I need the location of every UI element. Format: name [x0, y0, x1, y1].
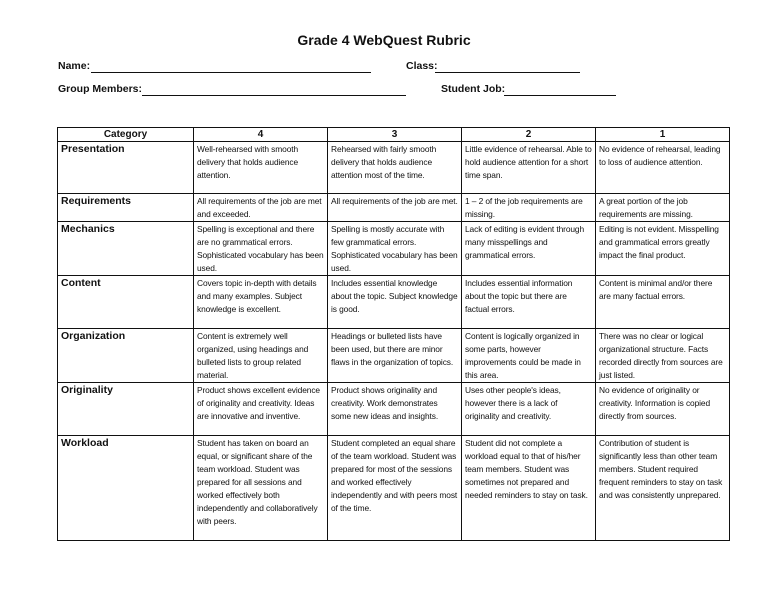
- descriptor-cell: No evidence of rehearsal, leading to loss of audience attention.: [596, 142, 730, 194]
- descriptor-cell: A great portion of the job requirements are missing.: [596, 194, 730, 222]
- descriptor-cell: Content is extremely well organized, using headings and bulleted lists to group related material.: [194, 329, 328, 383]
- descriptor-cell: 1 – 2 of the job requirements are missing.: [462, 194, 596, 222]
- class-line[interactable]: [435, 72, 580, 73]
- descriptor-cell: No evidence of originality or creativity. Information is copied directly from sources.: [596, 383, 730, 436]
- table-row: [58, 142, 730, 194]
- category-cell: Presentation: [58, 142, 194, 194]
- descriptor-cell: Product shows originality and creativity. Work demonstrates some new ideas and insights.: [328, 383, 462, 436]
- descriptor-cell: Product shows excellent evidence of originality and creativity. Ideas are innovative and inventive.: [194, 383, 328, 436]
- category-cell: Mechanics: [58, 222, 194, 276]
- descriptor-cell: Spelling is mostly accurate with few grammatical errors. Sophisticated vocabulary has been used.: [328, 222, 462, 276]
- header-score-1: 1: [596, 128, 730, 142]
- descriptor-cell: Headings or bulleted lists have been used, but there are minor flaws in the organization of topics.: [328, 329, 462, 383]
- table-row: [58, 329, 730, 383]
- descriptor-cell: Rehearsed with fairly smooth delivery that holds audience attention most of the time.: [328, 142, 462, 194]
- name-label: Name:: [58, 60, 91, 72]
- descriptor-cell: Content is minimal and/or there are many factual errors.: [596, 276, 730, 329]
- descriptor-cell: Includes essential knowledge about the topic. Subject knowledge is good.: [328, 276, 462, 329]
- header-score-3: 3: [328, 128, 462, 142]
- group-members-label: Group Members:: [58, 83, 143, 95]
- table-row: [58, 222, 730, 276]
- descriptor-cell: Student did not complete a workload equal to that of his/her team members. Student was sometimes not prepared and needed reminders to stay on task.: [462, 436, 596, 541]
- header-score-4: 4: [194, 128, 328, 142]
- table-row: [58, 436, 730, 541]
- category-cell: Content: [58, 276, 194, 329]
- category-cell: Organization: [58, 329, 194, 383]
- descriptor-cell: There was no clear or logical organizational structure. Facts recorded directly from sources are just listed.: [596, 329, 730, 383]
- header-score-2: 2: [462, 128, 596, 142]
- table-row: [58, 383, 730, 436]
- category-cell: Requirements: [58, 194, 194, 222]
- descriptor-cell: Spelling is exceptional and there are no grammatical errors. Sophisticated vocabulary has been used.: [194, 222, 328, 276]
- class-label: Class:: [406, 60, 438, 72]
- descriptor-cell: All requirements of the job are met and exceeded.: [194, 194, 328, 222]
- descriptor-cell: Uses other people's ideas, however there is a lack of originality and creativity.: [462, 383, 596, 436]
- descriptor-cell: Little evidence of rehearsal. Able to hold audience attention for a short time span.: [462, 142, 596, 194]
- descriptor-cell: Covers topic in-depth with details and many examples. Subject knowledge is excellent.: [194, 276, 328, 329]
- group-members-line[interactable]: [142, 95, 406, 96]
- descriptor-cell: Student completed an equal share of the team workload. Student was prepared for most of the sessions and worked effectively independently and with peers most of the time.: [328, 436, 462, 541]
- name-line[interactable]: [91, 72, 371, 73]
- rubric-table: [57, 127, 730, 541]
- group-job-row: [58, 83, 718, 101]
- table-header-row: [58, 128, 730, 142]
- descriptor-cell: Editing is not evident. Misspelling and grammatical errors greatly impact the final product.: [596, 222, 730, 276]
- descriptor-cell: Content is logically organized in some parts, however improvements could be made in this area.: [462, 329, 596, 383]
- header-category: Category: [58, 128, 194, 142]
- name-class-row: [58, 60, 718, 78]
- student-job-label: Student Job:: [441, 83, 506, 95]
- descriptor-cell: Includes essential information about the topic but there are factual errors.: [462, 276, 596, 329]
- table-row: [58, 276, 730, 329]
- page-title: Grade 4 WebQuest Rubric: [297, 32, 471, 48]
- table-row: [58, 194, 730, 222]
- category-cell: Originality: [58, 383, 194, 436]
- category-cell: Workload: [58, 436, 194, 541]
- descriptor-cell: Lack of editing is evident through many misspellings and grammatical errors.: [462, 222, 596, 276]
- descriptor-cell: Student has taken on board an equal, or significant share of the team workload. Student was prepared for all sessions and worked effectively both independently and collaboratively with peers.: [194, 436, 328, 541]
- descriptor-cell: Well-rehearsed with smooth delivery that holds audience attention.: [194, 142, 328, 194]
- descriptor-cell: Contribution of student is significantly less than other team members. Student required frequent reminders to stay on task and was consistently unprepared.: [596, 436, 730, 541]
- student-job-line[interactable]: [504, 95, 616, 96]
- descriptor-cell: All requirements of the job are met.: [328, 194, 462, 222]
